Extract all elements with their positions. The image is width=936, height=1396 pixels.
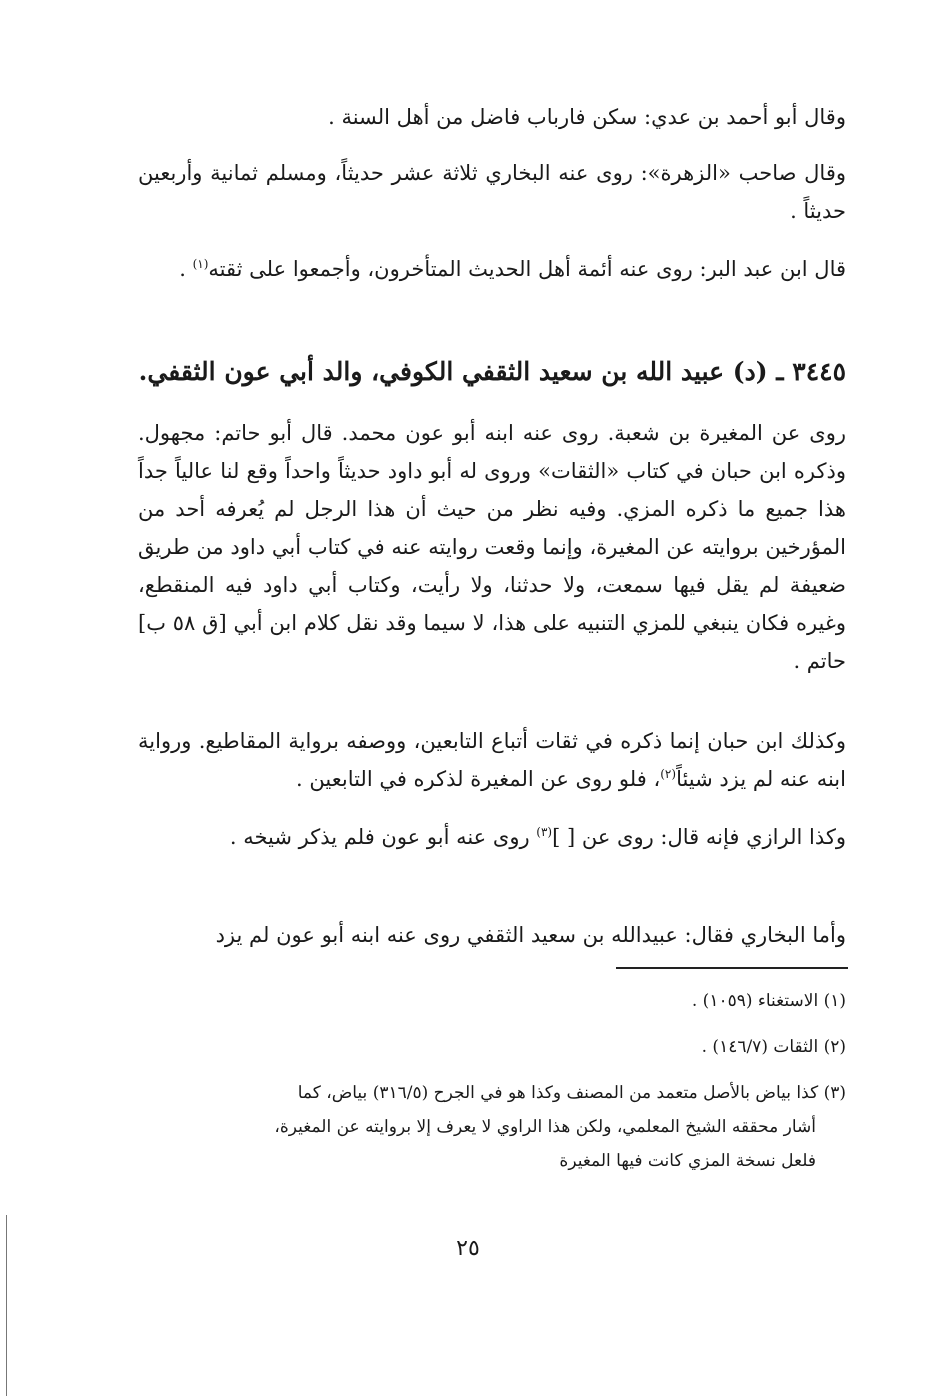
paragraph-bukhari: وأما البخاري فقال: عبيدالله بن سعيد الثقفي روى عنه ابنه أبو عون لم يزد xyxy=(215,923,846,947)
paragraph-ibn-hibban xyxy=(138,722,846,798)
paragraph-text: قال ابن عبد البر: روى عنه أئمة أهل الحديث المتأخرون، وأجمعوا على ثقته xyxy=(208,257,846,281)
page-number: ٢٥ xyxy=(456,1236,480,1261)
paragraph-end: . xyxy=(179,257,193,281)
footnote-separator xyxy=(616,967,848,969)
paragraph-text: وكذا الرازي فإنه قال: روى عن [ ] xyxy=(552,825,846,849)
paragraph-ibn-adi: وقال أبو أحمد بن عدي: سكن فارباب فاضل من أهل السنة . xyxy=(328,105,846,129)
entry-heading: ٣٤٤٥ ـ (د) عبيد الله بن سعيد الثقفي الكوفي، والد أبي عون الثقفي. xyxy=(138,357,846,386)
paragraph-ibn-abd-al-barr xyxy=(138,250,846,288)
paragraph-text: وكذلك ابن حبان إنما ذكره في ثقات أتباع التابعين، ووصفه برواية المقاطيع. ورواية ابنه عنه لم يزد شيئاً xyxy=(138,729,846,791)
paragraph-razi xyxy=(138,818,846,856)
footnote-3-line-1: (٣) كذا بياض بالأصل متعمد من المصنف وكذا هو في الجرح (٣١٦/٥) بياض، كما xyxy=(297,1083,846,1103)
footnote-ref-3: (٣) xyxy=(536,825,553,839)
footnote-1: (١) الاستغناء (١٠٥٩) . xyxy=(691,991,846,1011)
paragraph-end: روى عنه أبو عون فلم يذكر شيخه . xyxy=(229,825,537,849)
footnote-3 xyxy=(138,1076,846,1178)
footnote-ref-1: (١) xyxy=(192,257,209,271)
footnote-ref-2: (٢) xyxy=(660,767,677,781)
binding-edge-line xyxy=(6,1215,7,1396)
footnote-3-line-2: أشار محققه الشيخ المعلمي، ولكن هذا الراوي لا يعرف إلا بروايته عن المغيرة، xyxy=(274,1117,816,1137)
footnote-3-line-3: فلعل نسخة المزي كانت فيها المغيرة xyxy=(559,1151,816,1171)
paragraph-entry-body: روى عن المغيرة بن شعبة. روى عنه ابنه أبو عون محمد. قال أبو حاتم: مجهول. وذكره ابن حبان في كتاب «الثقات» وروى له أبو داود حديثاً واحداً وقع لنا عالياً جداً هذا جميع ما ذكره المزي. وفيه نظر من حيث أن هذا الرجل لم يُعرفه أحد من المؤرخين بروايته عن المغيرة، وإنما وقعت روايته عنه في كتاب أبي داود من طريق ضعيفة لم يقل فيها سمعت، ولا حدثنا، ولا رأيت، وكتاب أبي داود فيه المنقطع، وغيره فكان ينبغي للمزي التنبيه على هذا، لا سيما وقد نقل كلام ابن أبي [ق ٥٨ ب] حاتم . xyxy=(138,421,847,673)
paragraph-end: ، فلو روى عن المغيرة لذكره في التابعين . xyxy=(296,767,661,791)
paragraph-zahra: وقال صاحب «الزهرة»: روى عنه البخاري ثلاثة عشر حديثاً، ومسلم ثمانية وأربعين حديثاً . xyxy=(138,161,846,223)
footnote-2: (٢) الثقات (١٤٦/٧) . xyxy=(701,1037,846,1057)
